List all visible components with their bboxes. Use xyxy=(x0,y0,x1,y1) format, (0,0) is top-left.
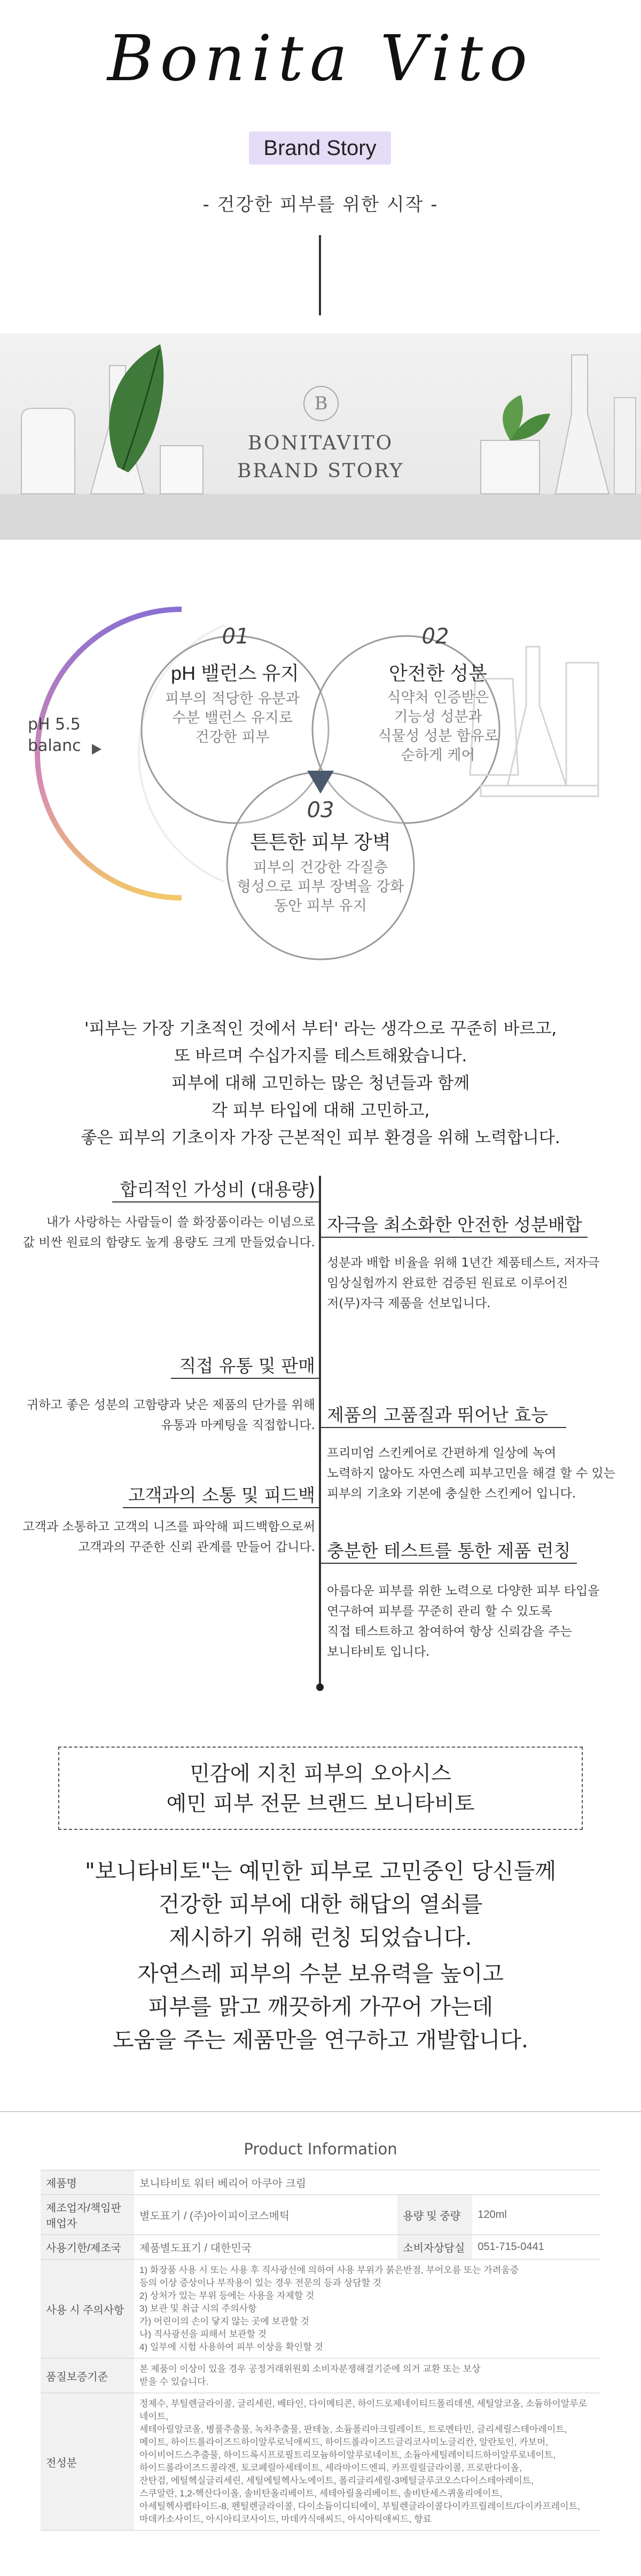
banner-title-line1: BONITAVITO xyxy=(247,432,394,454)
feature-desc-direct: 귀하고 좋은 성분의 고함량과 낮은 제품의 단가를 위해 유통과 마케팅을 직접합니다. xyxy=(27,1398,315,1432)
feature-desc-quality: 프리미엄 스킨케어로 간편하게 일상에 녹여 노력하지 않아도 자연스레 피부고민을 해결 할 수 있는 피부의 기초와 기본에 충실한 스킨케어 입니다. xyxy=(327,1446,615,1501)
venn-desc-3: 피부의 건강한 각질층 형성으로 피부 장벽을 강화 동안 피부 유지 xyxy=(237,859,404,914)
ph-pointer-icon xyxy=(92,744,101,755)
ph-label-2: balanc xyxy=(28,736,81,755)
feature-underline xyxy=(320,1237,588,1238)
venn-desc-2: 식약처 인증받은 기능성 성분과 식물성 성분 함유로 순하게 케어 xyxy=(378,689,498,764)
brand-philosophy: '피부는 가장 기초적인 것에서 부터' 라는 생각으로 꾸준히 바르고, 또 바르며 수십가지를 테스트해왔습니다. 피부에 대해 고민하는 많은 청년들과 함께 각 피부 타입에 대해 고민하고, 좋은 피부의 기초이자 가장 근본적인 피부 환경을 위해 노력합니다. xyxy=(81,1019,560,1147)
venn-title-3: 튼튼한 피부 장벽 xyxy=(250,831,391,853)
table-value: 보니타비토 워터 베리어 아쿠아 크림 xyxy=(134,2170,600,2195)
feature-title-test: 충분한 테스트를 통한 제품 런칭 xyxy=(327,1540,571,1561)
venn-num-1: 01 xyxy=(222,624,249,649)
venn-desc-1: 피부의 적당한 유분과 수분 밸런스 유지로 건강한 피부 xyxy=(165,690,300,746)
table-key: 소비자상담실 xyxy=(397,2235,472,2260)
section-divider xyxy=(0,2111,641,2112)
feature-title-safe: 자극을 최소화한 안전한 성분배합 xyxy=(327,1214,582,1235)
feature-underline xyxy=(112,1201,320,1202)
brand-story-banner xyxy=(0,333,641,540)
table-key: 제품명 xyxy=(41,2170,134,2195)
table-value: 051-715-0441 xyxy=(472,2235,600,2260)
timeline-line xyxy=(319,1176,321,1689)
ph-label: pH 5.5 xyxy=(28,715,81,734)
table-value: 본 제품이 이상이 있을 경우 공정거래위원회 소비자분쟁해결기준에 의거 교환 또는 보상 받을 수 있습니다. xyxy=(134,2358,600,2393)
table-key: 사용기한/제조국 xyxy=(41,2235,134,2260)
table-value: 별도표기 / (주)아이피이코스메틱 xyxy=(134,2195,397,2235)
brand-mark-icon: B xyxy=(303,386,339,421)
table-key: 품질보증기준 xyxy=(41,2358,134,2393)
venn-num-2: 02 xyxy=(421,624,449,649)
closing-statement-1: "보니타비토"는 예민한 피부로 고민중인 당신들께 건강한 피부에 대한 해답의 열쇠를 제시하기 위해 런칭 되었습니다. xyxy=(85,1858,556,1950)
table-key: 사용 시 주의사항 xyxy=(41,2260,134,2358)
table-value: 1) 화장품 사용 시 또는 사용 후 직사광선에 의하여 사용 부위가 붉은반점, 부어오름 또는 가려움증 등의 이상 증상이나 부작용이 있는 경우 전문의 등과 상담할 것 2) 상처가 있는 부위 등에는 사용을 자제할 것 3) 보관 및 취급 시의 주의사항 가) 어린이의 손이 닿지 않는 곳에 보관할 것 나) 직사광선을 피해서 보관할 것 4) 일부에 시험 사용하여 피부 이상을 확인할 것 xyxy=(134,2260,600,2358)
oasis-line-1: 민감에 지친 피부의 오아시스 xyxy=(190,1762,451,1786)
feature-desc-safe: 성분과 배합 비율을 위해 1년간 제품테스트, 저자극 임상실험까지 완료한 검증된 원료로 이루어진 저(무)자극 제품을 선보입니다. xyxy=(327,1256,600,1310)
feature-title-quality: 제품의 고품질과 뛰어난 효능 xyxy=(327,1405,549,1425)
table-row xyxy=(41,2260,600,2358)
feature-desc-test: 아름다운 피부를 위한 노력으로 다양한 피부 타입을 연구하여 피부를 꾸준히 관리 할 수 있도록 직접 테스트하고 참여하여 항상 신뢰감을 주는 보니타비토 입니다. xyxy=(327,1584,600,1659)
page-subtitle: - 건강한 피부를 위한 시작 - xyxy=(202,194,439,215)
table-row xyxy=(41,2235,600,2260)
table-key: 제조업자/책임판매업자 xyxy=(41,2195,134,2235)
brand-story-badge: Brand Story xyxy=(249,131,391,165)
table-value: 정제수, 부틸렌글라이콜, 글리세린, 베타인, 다이메티콘, 하이드로제네이티드폴리데센, 세틸알코올, 소듐하이알루로네이트, 세테아릴알코올, 병풀추출물, 녹차추출물, 판테놀, 소듐폴리아크릴레이트, 트로멘타민, 글리세릴스테아레이트, 메이트, 하이드롤라이즈드하이알루로닉애씨드, 하이드롤라이즈드글리코사미노글리칸, 알란토인, 카보머, 아이비어드스추출물, 하이드록시프로필트리모늄하이알루로네이트, 소듐아세틸레이티드하이알루로네이트, 하이드롤라이즈드콜라겐, 토코페릴아세테이트, 세라마이드엔피, 카프릴릴글라이콜, 프로판다이올, 잔탄검, 에틸헥실글리세린, 세틸에틸헥사노에이트, 폴리글리세릴-3메틸글루코오스다이스테아레이트, 스쿠알란, 1,2-헥산다이올, 솔비탄올리베이트, 세테아릴올리베이트, 솔비탄세스퀴올리에이트, 아세틸헥사펩타이드-8, 펜틸렌글라이콜, 다이소듐이디티에이, 부틸렌글라이콜다이카프릴레이트/다이카프레이트, 마데카소사이드, 아시아티코사이드, 마데카식애씨드, 아시아틱애씨드, 향료 xyxy=(134,2393,600,2531)
timeline-end-dot xyxy=(316,1683,324,1691)
product-info-table xyxy=(41,2170,600,2531)
venn-num-3: 03 xyxy=(307,798,334,823)
feature-desc-value: 내가 사랑하는 사람들이 쓸 화장품이라는 이념으로 값 비싼 원료의 함량도 높게 용량도 크게 만들었습니다. xyxy=(22,1215,315,1250)
table-key: 용량 및 중량 xyxy=(397,2195,472,2235)
table-value: 120ml xyxy=(472,2195,600,2235)
feature-title-direct: 직접 유통 및 판매 xyxy=(179,1355,315,1376)
divider-line xyxy=(319,235,321,315)
product-info-title: Product Information xyxy=(244,2140,397,2158)
feature-underline xyxy=(123,1507,320,1508)
table-row xyxy=(41,2393,600,2531)
table-row xyxy=(41,2170,600,2195)
feature-underline xyxy=(320,1563,577,1564)
oasis-box xyxy=(58,1747,583,1830)
table-key: 전성분 xyxy=(41,2393,134,2531)
oasis-line-2: 예민 피부 전문 브랜드 보니타비토 xyxy=(166,1792,475,1816)
venn-title-1: pH 밸런스 유지 xyxy=(171,662,299,684)
table-value: 제품별도표기 / 대한민국 xyxy=(134,2235,397,2260)
closing-statement-2: 자연스레 피부의 수분 보유력을 높이고 피부를 맑고 깨끗하게 가꾸어 가는데 도움을 주는 제품만을 연구하고 개발합니다. xyxy=(112,1961,529,2053)
table-row xyxy=(41,2358,600,2393)
venn-title-2: 안전한 성분 xyxy=(389,662,487,684)
feature-desc-feedback: 고객과 소통하고 고객의 니즈를 파악해 피드백함으로써 고객과의 꾸준한 신뢰 관계를 만들어 갑니다. xyxy=(22,1520,315,1554)
feature-title-feedback: 고객과의 소통 및 피드백 xyxy=(128,1485,315,1506)
feature-title-value: 합리적인 가성비 (대용량) xyxy=(120,1179,315,1200)
feature-underline xyxy=(171,1378,320,1379)
table-row xyxy=(41,2195,600,2235)
feature-underline xyxy=(320,1427,566,1428)
brand-logo: Bonita Vito xyxy=(107,21,534,95)
banner-title-line2: BRAND STORY xyxy=(237,460,404,482)
